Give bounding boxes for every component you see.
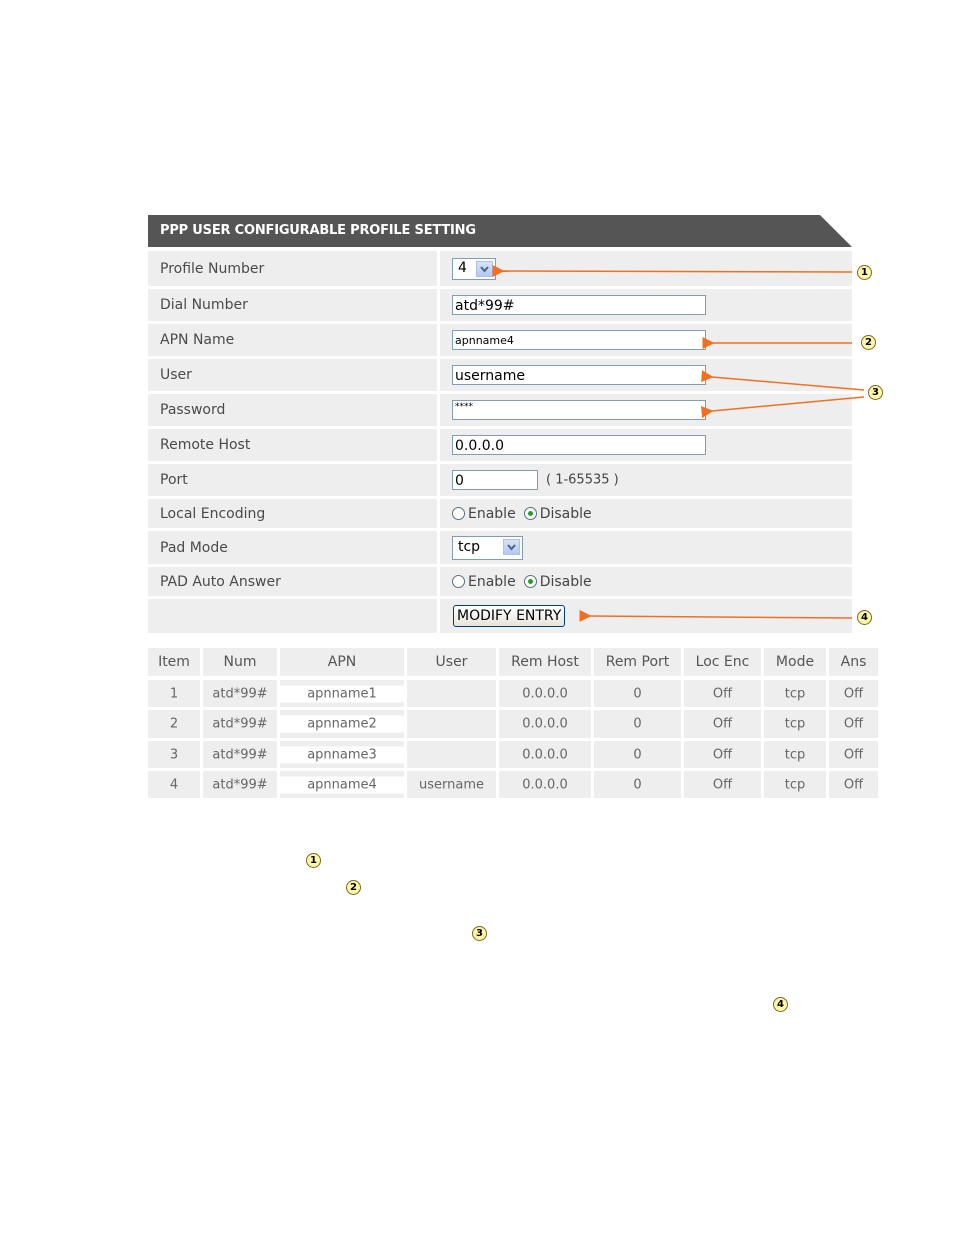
mode-value: tcp: [784, 716, 806, 732]
apn-name-input[interactable]: apnname4: [452, 330, 706, 350]
row-pad-auto-answer: [148, 567, 852, 596]
table-cell-loc-enc: [684, 710, 761, 738]
remote-host-label: Remote Host: [160, 437, 251, 453]
table-cell-rem-host: [499, 680, 591, 707]
local-encoding-label: Local Encoding: [160, 505, 266, 522]
table-cell-apn: [280, 710, 404, 738]
apn-value: apnname3: [280, 746, 404, 763]
num-value: atd*99#: [212, 716, 268, 732]
mode-value: tcp: [784, 686, 806, 701]
local-encoding-radio-group: [452, 506, 600, 522]
pad-mode-label: Pad Mode: [160, 539, 228, 556]
callout-badge-1: 1: [857, 265, 872, 280]
row-local-encoding: [148, 499, 852, 528]
pad-auto-answer-disable-radio[interactable]: [524, 575, 537, 588]
table-cell-num: [203, 771, 277, 798]
item-value: 4: [169, 777, 179, 792]
row-dial-number: [148, 289, 852, 321]
table-cell-rem-host: [499, 771, 591, 798]
pad-auto-answer-disable-label[interactable]: Disable: [539, 573, 592, 590]
col-header-num: Num: [223, 654, 257, 670]
ans-value: Off: [843, 777, 864, 792]
pad-auto-answer-radio-group: [452, 574, 600, 590]
section-header: [148, 215, 852, 247]
table-cell-mode: [764, 771, 826, 798]
password-label: Password: [160, 402, 226, 418]
table-header-cell: [407, 648, 496, 676]
table-cell-mode: [764, 680, 826, 707]
callout-badge-3: 3: [868, 385, 883, 400]
rem-port-value: 0: [633, 747, 642, 762]
callout-badge-4: 4: [857, 610, 872, 625]
loc-enc-value: Off: [712, 716, 733, 732]
row-apn-name: [148, 324, 852, 356]
table-cell-apn: [280, 771, 404, 798]
table-cell-user: [407, 741, 496, 768]
item-value: 2: [169, 716, 179, 732]
table-cell-mode: [764, 741, 826, 768]
num-value: atd*99#: [212, 686, 268, 701]
table-header-cell: [594, 648, 681, 676]
ans-value: Off: [843, 747, 864, 762]
callout-badge-3-ref: 3: [472, 926, 487, 941]
table-cell-rem-port: [594, 771, 681, 798]
table-cell-rem-port: [594, 741, 681, 768]
section-title: PPP USER CONFIGURABLE PROFILE SETTING: [160, 223, 476, 238]
dial-number-input[interactable]: atd*99#: [452, 295, 706, 315]
chevron-down-icon[interactable]: [476, 261, 493, 277]
rem-host-value: 0.0.0.0: [522, 686, 568, 701]
table-cell-item: [148, 771, 200, 798]
port-label: Port: [160, 472, 188, 488]
dial-number-label: Dial Number: [160, 297, 248, 313]
remote-host-input[interactable]: 0.0.0.0: [452, 435, 706, 455]
table-cell-rem-port: [594, 680, 681, 707]
table-cell-loc-enc: [684, 741, 761, 768]
table-cell-num: [203, 680, 277, 707]
pad-auto-answer-label: PAD Auto Answer: [160, 573, 281, 590]
col-header-ans: Ans: [840, 654, 867, 670]
user-input[interactable]: username: [452, 365, 706, 385]
item-value: 1: [169, 686, 179, 701]
local-encoding-disable-radio[interactable]: [524, 507, 537, 520]
rem-port-value: 0: [633, 716, 642, 732]
row-user: [148, 359, 852, 391]
profile-number-label: Profile Number: [160, 260, 265, 277]
table-cell-rem-port: [594, 710, 681, 738]
local-encoding-disable-label[interactable]: Disable: [539, 505, 592, 522]
col-header-rem-host: Rem Host: [511, 654, 579, 670]
table-header-cell: [148, 648, 200, 676]
row-modify-entry: [148, 599, 852, 633]
ans-value: Off: [843, 716, 864, 732]
port-input[interactable]: 0: [452, 470, 538, 490]
row-pad-mode: [148, 531, 852, 564]
ans-value: Off: [843, 686, 864, 701]
modify-entry-button[interactable]: MODIFY ENTRY: [453, 605, 565, 627]
table-header-cell: [203, 648, 277, 676]
col-header-mode: Mode: [775, 654, 815, 670]
row-port: [148, 464, 852, 496]
table-cell-rem-host: [499, 710, 591, 738]
table-cell-item: [148, 680, 200, 707]
table-cell-user: [407, 771, 496, 798]
table-cell-item: [148, 741, 200, 768]
local-encoding-enable-radio[interactable]: [452, 507, 465, 520]
pad-auto-answer-enable-label[interactable]: Enable: [468, 573, 516, 590]
table-header-cell: [280, 648, 404, 676]
table-cell-ans: [829, 771, 878, 798]
apn-value: apnname1: [280, 685, 404, 702]
pad-mode-select[interactable]: [452, 536, 523, 560]
table-cell-num: [203, 741, 277, 768]
rem-host-value: 0.0.0.0: [522, 747, 568, 762]
rem-host-value: 0.0.0.0: [522, 777, 568, 792]
table-cell-num: [203, 710, 277, 738]
callout-badge-4-ref: 4: [773, 997, 788, 1012]
port-range-hint: ( 1-65535 ): [546, 472, 619, 488]
loc-enc-value: Off: [712, 777, 733, 792]
table-cell-loc-enc: [684, 680, 761, 707]
row-remote-host: [148, 429, 852, 461]
pad-mode-value: tcp: [458, 538, 481, 555]
user-value: username: [419, 777, 484, 792]
table-cell-ans: [829, 710, 878, 738]
num-value: atd*99#: [212, 777, 268, 792]
user-label: User: [160, 367, 192, 383]
table-header-cell: [499, 648, 591, 676]
mode-value: tcp: [784, 777, 806, 792]
apn-name-label: APN Name: [160, 332, 235, 348]
table-header-cell: [684, 648, 761, 676]
col-header-user: User: [435, 654, 468, 670]
password-input[interactable]: ****: [452, 400, 706, 420]
profile-number-select[interactable]: [452, 258, 496, 280]
apn-value: apnname4: [280, 776, 404, 793]
table-cell-mode: [764, 710, 826, 738]
item-value: 3: [169, 747, 179, 762]
table-cell-item: [148, 710, 200, 738]
table-cell-apn: [280, 741, 404, 768]
callout-badge-2-ref: 2: [346, 880, 361, 895]
loc-enc-value: Off: [712, 747, 733, 762]
chevron-down-icon[interactable]: [503, 539, 520, 555]
table-header-cell: [764, 648, 826, 676]
table-cell-rem-host: [499, 741, 591, 768]
loc-enc-value: Off: [712, 686, 733, 701]
pad-auto-answer-enable-radio[interactable]: [452, 575, 465, 588]
table-cell-user: [407, 680, 496, 707]
table-cell-user: [407, 710, 496, 738]
col-header-loc-enc: Loc Enc: [695, 654, 750, 670]
local-encoding-enable-label[interactable]: Enable: [468, 505, 516, 522]
row-profile-number: [148, 251, 852, 286]
mode-value: tcp: [784, 747, 806, 762]
col-header-item: Item: [158, 654, 190, 670]
table-cell-ans: [829, 741, 878, 768]
apn-value: apnname2: [280, 716, 404, 733]
num-value: atd*99#: [212, 747, 268, 762]
col-header-apn: APN: [327, 654, 357, 670]
col-header-rem-port: Rem Port: [605, 654, 670, 670]
table-cell-loc-enc: [684, 771, 761, 798]
rem-port-value: 0: [633, 777, 642, 792]
rem-port-value: 0: [633, 686, 642, 701]
callout-badge-2: 2: [861, 335, 876, 350]
table-header-cell: [829, 648, 878, 676]
table-cell-apn: [280, 680, 404, 707]
rem-host-value: 0.0.0.0: [522, 716, 568, 732]
table-cell-ans: [829, 680, 878, 707]
profile-number-value: 4: [458, 259, 467, 276]
callout-badge-1-ref: 1: [306, 853, 321, 868]
row-password: [148, 394, 852, 426]
